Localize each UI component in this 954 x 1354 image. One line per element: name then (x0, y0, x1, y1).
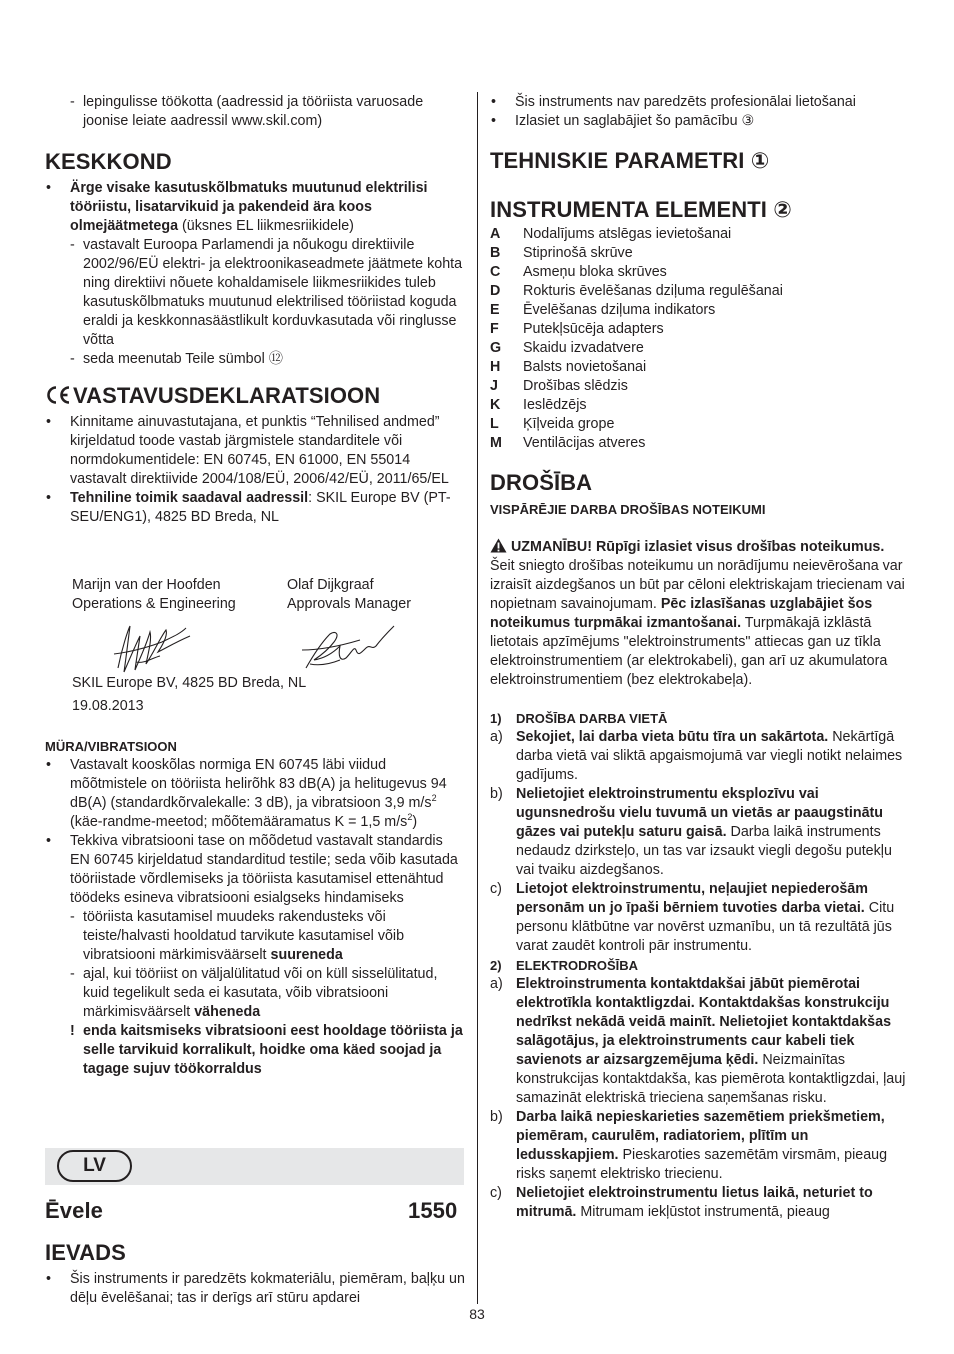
noise-warning: ! enda kaitsmiseks vibratsiooni eest hooldage tööriista ja selle tarvikuid korralikult, hoidke oma käed soojad ja tagage sujuv töökorraldus (45, 1022, 465, 1079)
warning-triangle-icon (490, 538, 507, 553)
signature-company: SKIL Europe BV, 4825 BD Breda, NL (72, 675, 307, 691)
element-m: M Ventilācijas atveres (490, 435, 646, 451)
signature-1-title: Operations & Engineering (72, 596, 236, 612)
ce-mark-icon (45, 385, 71, 405)
signature-2-image (300, 620, 400, 678)
signature-2-title: Approvals Manager (287, 596, 411, 612)
declaration-bullet-2: • Tehniline toimik saadaval aadressil: SKIL Europe BV (PT-SEU/ENG1), 4825 BD Breda, NL (45, 489, 465, 527)
signature-1-name: Marijn van der Hoofden (72, 577, 221, 593)
noise-heading: MÜRA/VIBRATSIOON (45, 739, 177, 754)
element-h: H Balsts novietošanai (490, 359, 647, 375)
page-number: 83 (469, 1306, 485, 1322)
language-badge: LV (57, 1150, 132, 1182)
rule-1a: a) Sekojiet, lai darba vieta būtu tīra un sakārtota. Nekārtīgā darba vietā vai sliktā apgaismojumā var viegli notikt nelaimes gadījums. (490, 729, 903, 783)
rule-1c: c) Lietojot elektroinstrumentu, neļaujiet nepiederošām personām un jo īpaši bērniem tuvoties darba vietai. Citu personu klātbūtne var novērst uzmanību, un tā rezultātā jūs varat zaudēt kontroli pār instrumentu. (490, 881, 895, 954)
element-j: J Drošības slēdzis (490, 378, 628, 394)
section-1-title: 1) DROŠĪBA DARBA VIETĀ (490, 711, 668, 726)
element-c: C Asmeņu bloka skrūves (490, 264, 667, 280)
element-d: D Rokturis ēvelēšanas dziļuma regulēšanai (490, 283, 783, 299)
signature-date: 19.08.2013 (72, 698, 144, 714)
element-k: K Ieslēdzējs (490, 397, 587, 413)
element-a: A Nodalījums atslēgas ievietošanai (490, 226, 732, 242)
environment-sub-1: - vastavalt Euroopa Parlamendi ja nõukogu direktiivile 2002/96/EÜ elektri- ja elektroonikaseadmete jäätmete kohta ning direktiivi nõuete kohaldamisele liikmesriikides tuleb kasutuskõlbmatuks muutunud elektrilised tööriistad koguda eraldi ja keskkonnasäästlikult korduvkasutada või ringlusse võtta (45, 236, 465, 350)
right-bullet-1: • Šis instruments nav paredzēts profesionālai lietošanai (490, 93, 910, 112)
product-code: 1550 (408, 1198, 458, 1223)
rule-2c: c) Nelietojiet elektroinstrumentu lietus laikā, neturiet to mitrumā. Mitrumam iekļūstot instrumentā, pieaug (490, 1185, 873, 1220)
noise-sub-1: - tööriista kasutamisel muudeks rakendusteks või teiste/halvasti hooldatud tarvikute kasutamisel võib vibratsiooni märkimisväärselt suureneda (45, 908, 465, 965)
column-divider (477, 92, 478, 1304)
rule-1b: b) Nelietojiet elektroinstrumentu eksplozīvu vai ugunsnedrošu vielu tuvumā un vietās ar paaugstinātu gāzes vai putekļu saturu gaisā. Darba laikā instruments nedaudz dzirksteļo, un tas var izsaukt viegli degošu putekļu vai tvaiku aizdegšanos. (490, 786, 892, 878)
intro-bullet-1: • Šis instruments ir paredzēts kokmateriālu, piemēram, baļķu un dēļu ēvelēšanai; tas ir derīgs arī stūru apdarei (45, 1270, 465, 1308)
declaration-heading: VASTAVUSDEKLARATSIOON (45, 383, 465, 409)
noise-sub-2: - ajal, kui tööriist on väljalülitatud või on küll sisselülitatud, kuid tegelikult seda ei kasutata, võib vibratsiooni märkimisväärselt väheneda (45, 965, 465, 1022)
general-safety-heading: VISPĀRĒJIE DARBA DROŠĪBAS NOTEIKUMI (490, 502, 766, 517)
element-l: L Ķīļveida grope (490, 416, 615, 432)
signature-2-name: Olaf Dijkgraaf (287, 577, 374, 593)
intro-continuation: - lepingulisse töökotta (aadressid ja tööriista varuosade joonise leiate aadressil www.skil.com) (45, 93, 465, 131)
left-column (45, 93, 465, 527)
element-g: G Skaidu izvadatvere (490, 340, 644, 356)
element-e: E Ēvelēšanas dziļuma indikators (490, 302, 716, 318)
section-2-title: 2) ELEKTRODROŠĪBA (490, 958, 639, 973)
tech-params-heading: TEHNISKIE PARAMETRI ① (490, 148, 770, 173)
environment-bullet: • Ärge visake kasutuskõlbmatuks muutunud elektrilisi tööriistu, lisatarvikuid ja pakendeid ära koos olmejäätmetega (üksnes EL liikmesriikidele) (45, 179, 465, 236)
right-bullet-2: • Izlasiet un saglabājiet šo pamācību ③ (490, 112, 910, 131)
noise-bullet-2: • Tekkiva vibratsiooni tase on mõõdetud vastavalt standardis EN 60745 kirjeldatud standarditud testile; seda võib kasutada tööriistade võrdlemiseks ja tööriista kasutamisel ettenähtud töödeks esineva vibratsiooni esialgseks hindamiseks (45, 832, 465, 908)
rule-2b: b) Darba laikā nepieskarieties sazemētiem priekšmetiem, piemēram, caurulēm, radiatoriem, plītīm un ledusskapjiem. Pieskaroties sazemētām virsmām, pieaug risks saņemt elektrisko triecienu. (490, 1109, 888, 1182)
intro-section (45, 1270, 465, 1308)
elements-list (490, 225, 910, 453)
element-f: F Putekļsūcēja adapters (490, 321, 664, 337)
rule-2a: a) Elektroinstrumenta kontaktdakšai jābūt piemērotai elektrotīkla kontaktligzdai. Kontaktdakšas konstrukciju nedrīkst nekādā veidā mainīt. Nelietojiet kontaktdakšas salāgotājus, ja elektroinstruments caur kabeli tiek savienots ar aizsargzemējuma ķēdi. Neizmainītas konstrukcijas kontaktdakša, kas piemērota kontaktligzdai, ļauj samazināt elektriskā trieciena saņemšanas risku. (490, 976, 906, 1106)
right-column (490, 93, 910, 1222)
safety-heading: DROŠĪBA (490, 470, 593, 495)
elements-heading: INSTRUMENTA ELEMENTI ② (490, 197, 792, 222)
declaration-bullet-1: • Kinnitame ainuvastutajana, et punktis “Tehnilised andmed” kirjeldatud toode vastab järgmistele standarditele või normdokumentidele: EN 60745, EN 61000, EN 55014 vastavalt direktiivide 2004/108/EÜ, 2006/42/EÜ, 2011/65/EL (45, 413, 465, 489)
environment-heading: KESKKOND (45, 149, 172, 174)
signature-1-image (110, 618, 200, 676)
intro-heading: IEVADS (45, 1240, 126, 1265)
product-name: Ēvele (45, 1198, 103, 1223)
warning-paragraph: UZMANĪBU! Rūpīgi izlasiet visus drošības noteikumus. Šeit sniegto drošības noteikumu un norādījumu neievērošana var izraisīt aizdegšanos un būt par cēloni elektriskajam triecienam vai nopietnam savainojumam. Pēc izlasīšanas uzglabājiet šos noteikumus turpmākai izmantošanai. Turpmākajā izklāstā lietotais apzīmējums "elektroinstruments" attiecas gan uz tīkla elektroinstrumentiem (ar elektrokabeli), gan arī uz akumulatora elektroinstrumentiem (bez elektrokabeļa). (490, 539, 905, 688)
environment-sub-2: - seda meenutab Teile sümbol ⑫ (45, 350, 465, 369)
noise-bullet-1: • Vastavalt kooskõlas normiga EN 60745 läbi viidud mõõtmistele on tööriista helirõhk 83 dB(A) ja helitugevus 94 dB(A) (standardkõrvalekalle: 3 dB), ja vibratsioon 3,9 $m/s^2$ (käe-randme-meetod; mõõtemääramatus K = 1,5 $m/s^2$) (45, 756, 465, 832)
noise-section (45, 737, 465, 1079)
element-b: B Stiprinošā skrūve (490, 245, 633, 261)
